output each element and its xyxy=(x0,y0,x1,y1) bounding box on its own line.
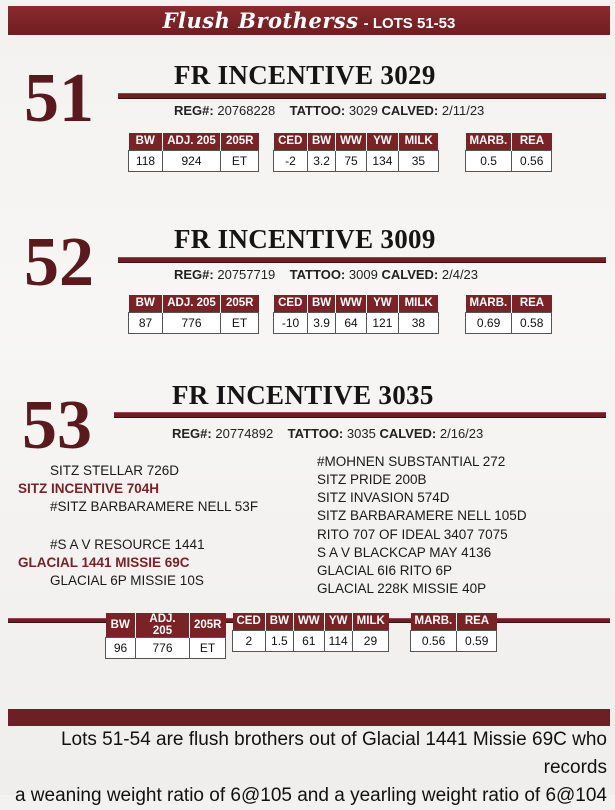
actuals-table: BW ADJ. 205 205R 96 776 ET xyxy=(105,613,226,659)
pedigree-ancestor: RITO 707 OF IDEAL 3407 7075 xyxy=(317,527,508,542)
title-rule xyxy=(114,412,606,418)
carcass-table: MARB. REA 0.56 0.59 xyxy=(410,613,497,652)
registration-line: REG#: 20768228 TATTOO: 3029 CALVED: 2/11/23 xyxy=(174,103,485,118)
pedigree-sire-dam: #SITZ BARBARAMERE NELL 53F xyxy=(50,499,259,514)
pedigree-sire-sire: SITZ STELLAR 726D xyxy=(50,463,180,478)
lot-number: 53 xyxy=(22,387,92,464)
lot-number: 51 xyxy=(24,60,94,137)
pedigree-sire: SITZ INCENTIVE 704H xyxy=(18,481,160,496)
epd-table: CED BW WW YW MILK 2 1.5 61 114 29 xyxy=(232,613,389,652)
footer-line-2: a weaning weight ratio of 6@105 and a yearling weight ratio of 6@104 xyxy=(14,785,607,806)
pedigree-ancestor: SITZ PRIDE 200B xyxy=(317,472,427,487)
lot-number: 52 xyxy=(24,224,94,301)
pedigree-ancestor: #MOHNEN SUBSTANTIAL 272 xyxy=(317,454,506,469)
header-banner xyxy=(8,6,610,35)
epd-table: CED BW WW YW MILK -10 3.9 64 121 38 xyxy=(273,295,439,334)
footer-line-1: Lots 51-54 are flush brothers out of Glacial 1441 Missie 69C who records xyxy=(60,729,607,778)
actuals-table: BW ADJ. 205 205R 87 776 ET xyxy=(128,295,259,334)
pedigree-ancestor: SITZ BARBARAMERE NELL 105D xyxy=(317,508,527,523)
actuals-table: BW ADJ. 205 205R 118 924 ET xyxy=(128,133,259,172)
pedigree-ancestor: GLACIAL 6I6 RITO 6P xyxy=(317,563,453,578)
title-rule xyxy=(118,93,606,99)
pedigree-dam-sire: #S A V RESOURCE 1441 xyxy=(50,537,205,552)
lot-title: FR INCENTIVE 3035 xyxy=(172,380,434,410)
carcass-table: MARB. REA 0.69 0.58 xyxy=(465,295,552,334)
footer-bar xyxy=(8,709,610,726)
pedigree-ancestor: SITZ INVASION 574D xyxy=(317,490,450,505)
banner-lots: - LOTS 51-53 xyxy=(363,15,456,32)
lot-title: FR INCENTIVE 3029 xyxy=(174,60,436,90)
lot-title: FR INCENTIVE 3009 xyxy=(174,224,436,254)
pedigree-ancestor: GLACIAL 228K MISSIE 40P xyxy=(317,581,487,596)
title-rule xyxy=(118,257,606,263)
epd-table: CED BW WW YW MILK -2 3.2 75 134 35 xyxy=(273,133,439,172)
footer-note xyxy=(0,726,615,810)
pedigree-ancestor: S A V BLACKCAP MAY 4136 xyxy=(317,545,492,560)
pedigree-dam-dam: GLACIAL 6P MISSIE 10S xyxy=(50,573,204,588)
registration-line: REG#: 20774892 TATTOO: 3035 CALVED: 2/16/23 xyxy=(172,426,484,441)
banner-title: Flush Brotherss xyxy=(162,8,359,33)
pedigree-dam: GLACIAL 1441 MISSIE 69C xyxy=(18,555,190,570)
carcass-table: MARB. REA 0.5 0.56 xyxy=(465,133,552,172)
registration-line: REG#: 20757719 TATTOO: 3009 CALVED: 2/4/23 xyxy=(174,267,479,282)
